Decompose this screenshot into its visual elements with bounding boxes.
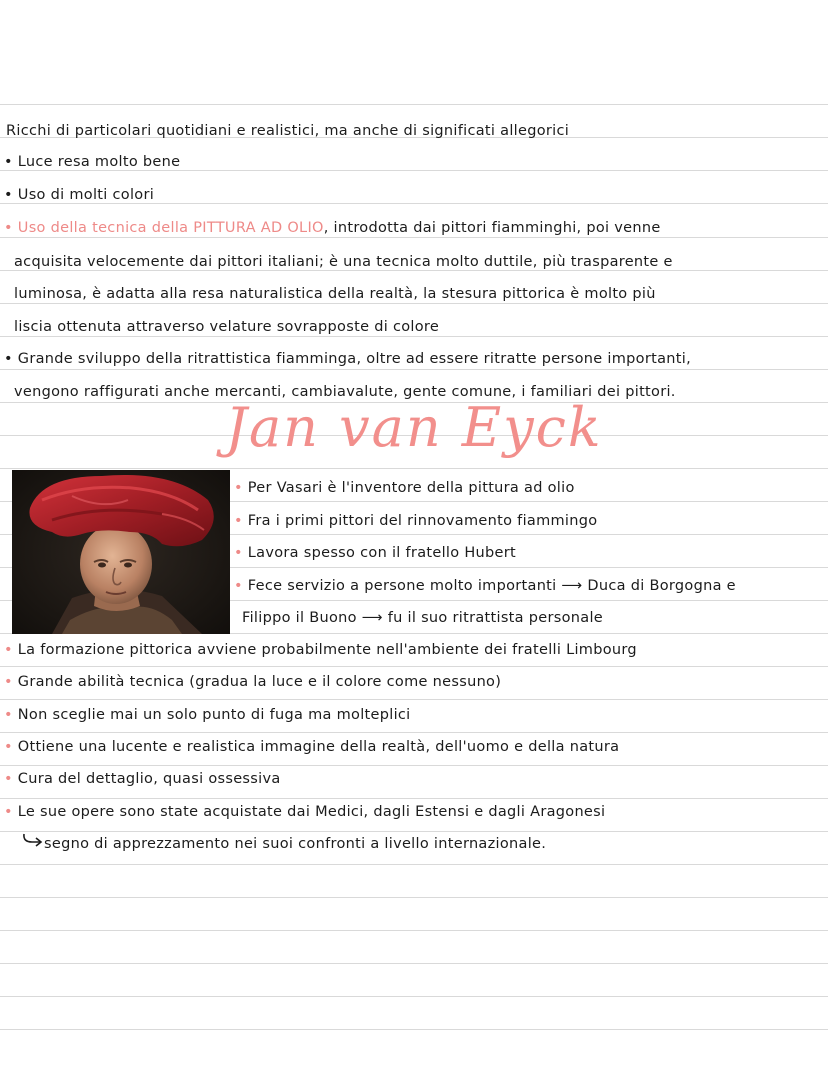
olio-rest: , introdotta dai pittori fiamminghi, poi venne: [323, 220, 661, 236]
bullet-colori: [4, 185, 154, 205]
olio-line-2: acquisita velocemente dai pittori italiani; è una tecnica molto duttile, più trasparente e: [14, 254, 673, 270]
bullet-text: Cura del dettaglio, quasi ossessiva: [17, 771, 281, 787]
bullet-dot: •: [4, 739, 13, 755]
bullet-dot: •: [234, 480, 243, 496]
bottom-bullet-fuga: [4, 705, 411, 725]
side-continuation: Filippo il Buono ⟶ fu il suo ritrattista personale: [242, 610, 603, 626]
bullet-text: Lavora spesso con il fratello Hubert: [247, 545, 516, 561]
bottom-bullet-immagine: [4, 737, 619, 757]
bullet-text: Grande sviluppo della ritrattistica fiamminga, oltre ad essere ritratte persone importanti,: [17, 351, 691, 367]
bottom-bullet-abilita: [4, 672, 501, 692]
side-bullet-servizio: [234, 576, 736, 596]
bullet-text: La formazione pittorica avviene probabilmente nell'ambiente dei fratelli Limbourg: [17, 642, 637, 658]
olio-line-4: liscia ottenuta attraverso velature sovrapposte di colore: [14, 319, 440, 335]
bullet-dot: •: [4, 220, 13, 236]
bullet-dot: •: [234, 578, 243, 594]
bullet-ritrattistica: [4, 349, 691, 369]
bullet-dot: •: [4, 674, 13, 690]
bullet-dot: •: [4, 771, 13, 787]
bullet-dot: •: [4, 154, 13, 170]
bullet-dot: •: [234, 545, 243, 561]
bullet-text: Fra i primi pittori del rinnovamento fiammingo: [247, 513, 598, 529]
ritratto-line-2: vengono raffigurati anche mercanti, cambiavalute, gente comune, i familiari dei pittori.: [14, 384, 676, 400]
bullet-dot: •: [234, 513, 243, 529]
final-line: segno di apprezzamento nei suoi confronti a livello internazionale.: [44, 836, 547, 852]
portrait-icon: [12, 470, 230, 634]
side-bullet-rinnovamento: [234, 511, 597, 531]
bullet-dot: •: [4, 707, 13, 723]
bullet-text: Non sceglie mai un solo punto di fuga ma molteplici: [17, 707, 411, 723]
bottom-bullet-dettaglio: [4, 769, 281, 789]
bullet-dot: •: [4, 642, 13, 658]
side-bullet-hubert: [234, 543, 516, 563]
bullet-text: Uso di molti colori: [17, 187, 155, 203]
curved-arrow-icon: [22, 833, 44, 847]
bullet-text: Luce resa molto bene: [17, 154, 181, 170]
portrait-painting: [12, 470, 230, 634]
bullet-dot: •: [4, 804, 13, 820]
bullet-text: Ottiene una lucente e realistica immagine della realtà, dell'uomo e della natura: [17, 739, 620, 755]
bullet-text: Grande abilità tecnica (gradua la luce e il colore come nessuno): [17, 674, 502, 690]
bullet-dot: •: [4, 187, 13, 203]
bottom-bullet-opere: [4, 802, 605, 822]
bottom-bullet-formazione: [4, 640, 637, 660]
bullet-olio: [4, 218, 661, 238]
bullet-text: Fece servizio a persone molto importanti ⟶ Duca di Borgogna e: [247, 578, 736, 594]
bullet-text: Le sue opere sono state acquistate dai Medici, dagli Estensi e dagli Aragonesi: [17, 804, 606, 820]
bullet-luce: [4, 152, 180, 172]
side-bullet-vasari: [234, 478, 575, 498]
bullet-text: Per Vasari è l'inventore della pittura ad olio: [247, 480, 575, 496]
page-title: Jan van Eyck: [225, 396, 603, 459]
bullet-dot: •: [4, 351, 13, 367]
olio-highlight: Uso della tecnica della PITTURA AD OLIO: [17, 220, 324, 236]
olio-line-3: luminosa, è adatta alla resa naturalistica della realtà, la stesura pittorica è molto più: [14, 286, 656, 302]
intro-line-1: Ricchi di particolari quotidiani e realistici, ma anche di significati allegorici: [6, 123, 570, 139]
